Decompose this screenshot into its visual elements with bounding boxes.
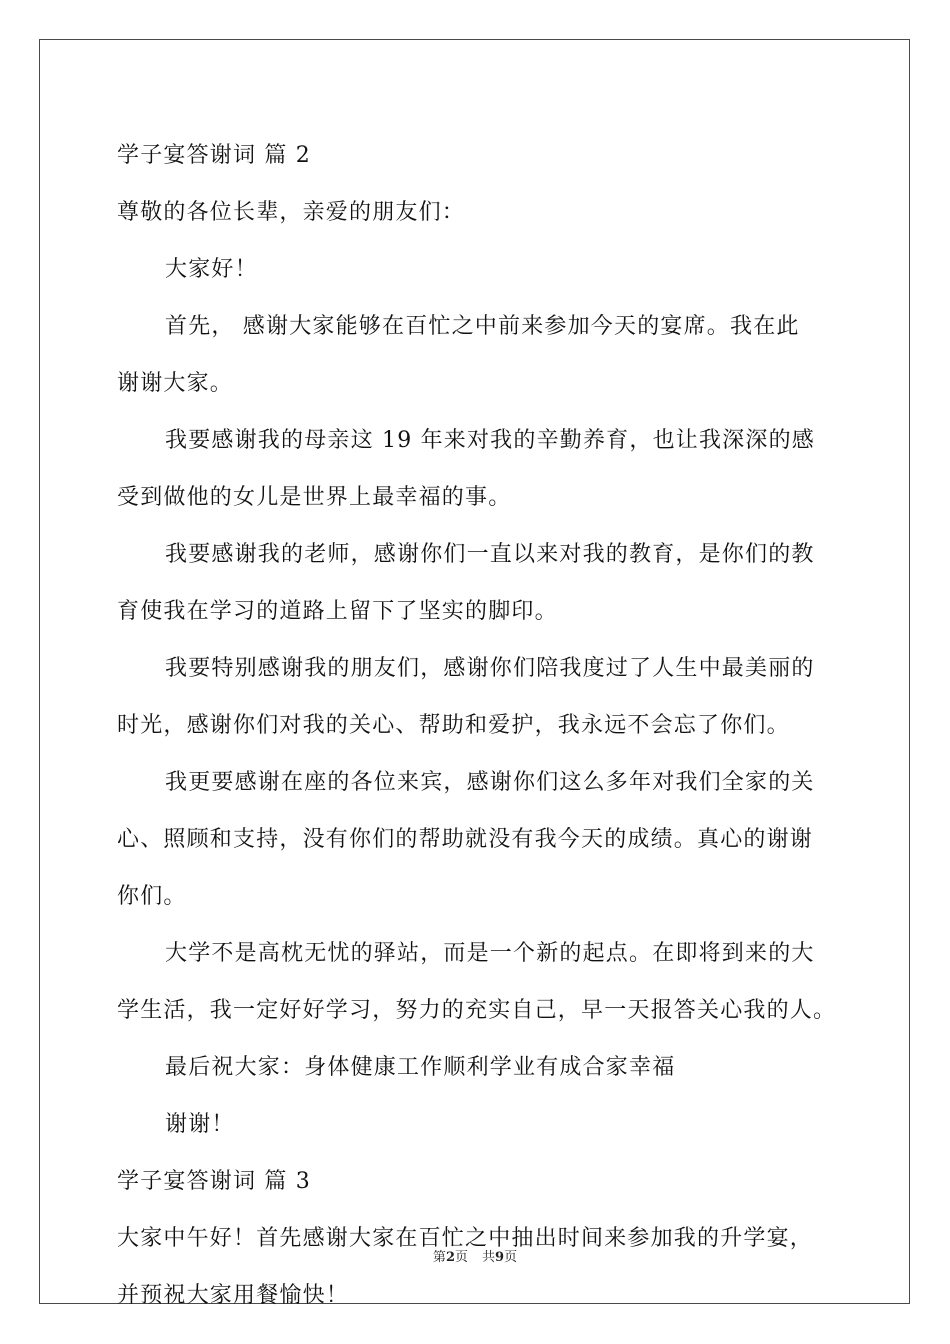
paragraph-line: 谢谢！ (165, 1112, 235, 1137)
paragraph-line: 时光，感谢你们对我的关心、帮助和爱护，我永远不会忘了你们。 (117, 713, 790, 738)
total-prefix: 共 (482, 1250, 496, 1265)
paragraph-line: 你们。 (117, 884, 187, 909)
total-suffix: 页 (504, 1250, 518, 1265)
paragraph-line: 首先， 感谢大家能够在百忙之中前来参加今天的宴席。我在此 (165, 314, 800, 339)
paragraph-line: 大家好！ (165, 257, 258, 282)
paragraph-line: 谢谢大家。 (117, 371, 234, 396)
paragraph-line: 并预祝大家用餐愉快！ (117, 1283, 350, 1308)
page-footer (0, 1246, 950, 1265)
paragraph-line: 心、照顾和支持，没有你们的帮助就没有我今天的成绩。真心的谢谢 (117, 827, 814, 852)
page-suffix: 页 (454, 1250, 468, 1265)
document-body (117, 127, 837, 1324)
paragraph-line: 我要感谢我的老师，感谢你们一直以来对我的教育，是你们的教 (165, 542, 815, 567)
page-current: 2 (445, 1250, 455, 1265)
page-prefix: 第 (432, 1250, 446, 1265)
section-heading: 学子宴答谢词 篇 2 (117, 143, 311, 168)
paragraph-line: 我要特别感谢我的朋友们，感谢你们陪我度过了人生中最美丽的 (165, 656, 815, 681)
paragraph-line: 我更要感谢在座的各位来宾，感谢你们这么多年对我们全家的关 (165, 770, 815, 795)
paragraph-line: 学生活，我一定好好学习，努力的充实自己，早一天报答关心我的人。 (117, 998, 837, 1023)
paragraph-line: 大家中午好！首先感谢大家在百忙之中抽出时间来参加我的升学宴， (117, 1226, 814, 1251)
page-total: 9 (495, 1250, 505, 1265)
paragraph-line: 我要感谢我的母亲这 19 年来对我的辛勤养育，也让我深深的感 (165, 428, 815, 453)
salutation: 尊敬的各位长辈，亲爱的朋友们： (117, 200, 466, 225)
paragraph-line: 最后祝大家：身体健康工作顺利学业有成合家幸福 (165, 1055, 676, 1080)
section-heading: 学子宴答谢词 篇 3 (117, 1169, 311, 1194)
paragraph-line: 大学不是高枕无忧的驿站，而是一个新的起点。在即将到来的大 (165, 941, 815, 966)
paragraph-line: 受到做他的女儿是世界上最幸福的事。 (117, 485, 512, 510)
paragraph-line: 育使我在学习的道路上留下了坚实的脚印。 (117, 599, 558, 624)
